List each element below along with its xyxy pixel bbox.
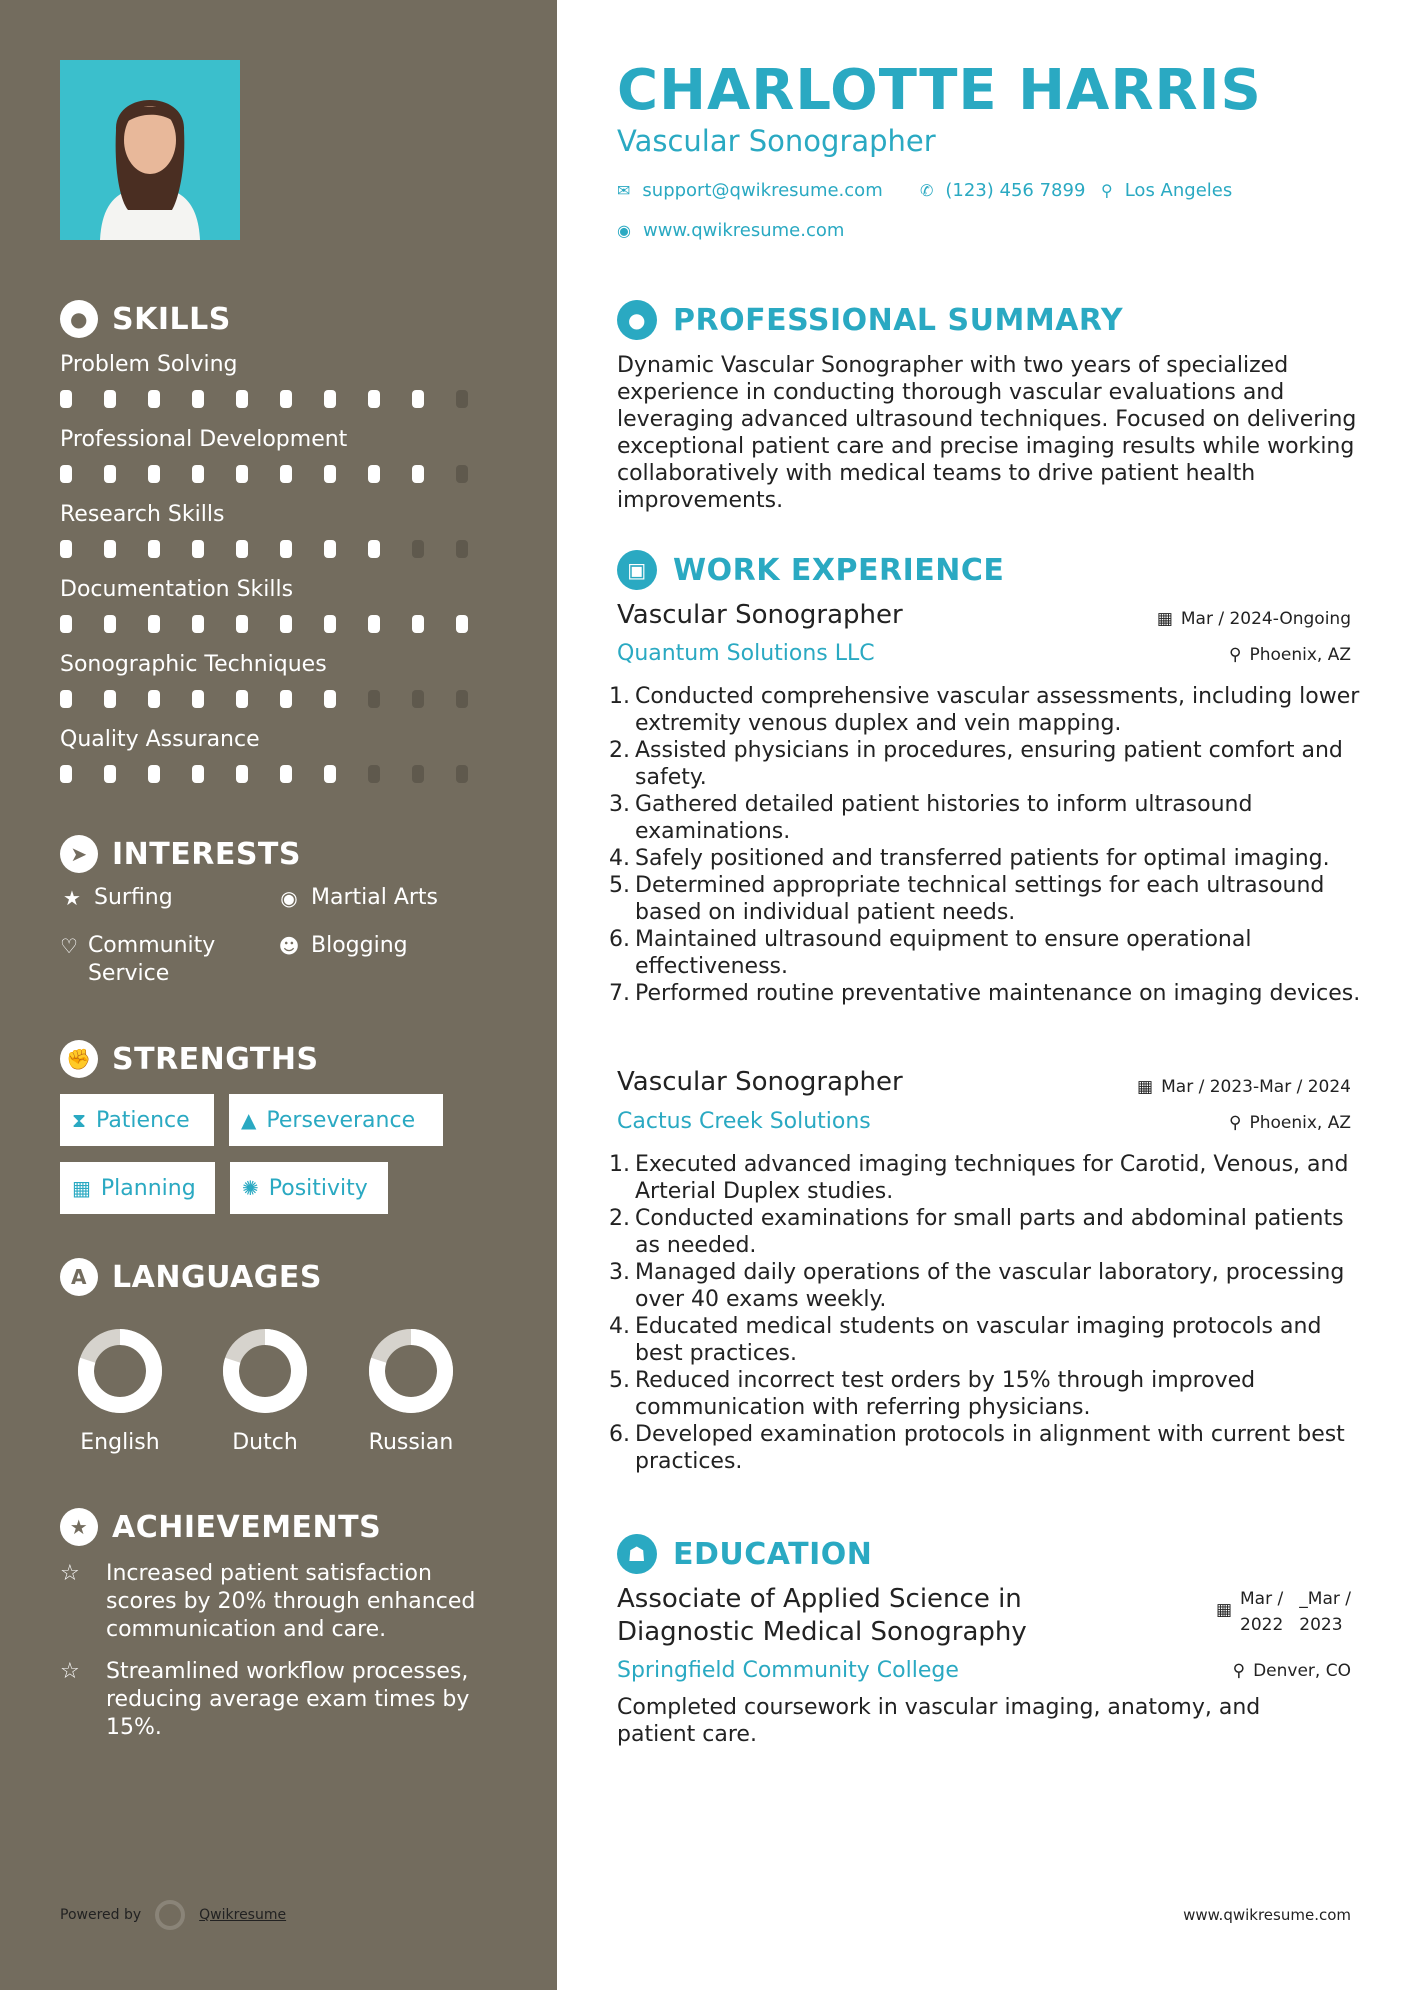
job-bullet: 4. Educated medical students on vascular imaging protocols and best practices. xyxy=(609,1314,1322,1366)
lightbulb-icon: ● xyxy=(60,300,98,338)
rating-dot xyxy=(60,765,72,783)
job-bullet: 1. Conducted comprehensive vascular assessments, including lower extremity venous duplex and vein mapping. xyxy=(609,684,1360,736)
rating-dot xyxy=(324,465,336,483)
summary-heading: ● PROFESSIONAL SUMMARY xyxy=(617,300,1123,340)
rating-dot xyxy=(236,765,248,783)
shooting-star-icon: ☆ xyxy=(60,1659,80,1684)
job-bullet: 4. Safely positioned and transferred patients for optimal imaging. xyxy=(609,846,1330,871)
main-content xyxy=(557,0,1407,1990)
language-item xyxy=(205,1326,325,1455)
job-dates: ▦ Mar / 2024-Ongoing xyxy=(1156,609,1351,629)
rating-dot xyxy=(192,540,204,558)
education-dates: ▦ Mar / 2022 _Mar / 2023 xyxy=(1215,1589,1351,1635)
bullet-number: 3. xyxy=(609,1260,630,1285)
rating-dot xyxy=(412,540,424,558)
rating-dot xyxy=(192,465,204,483)
rating-dot xyxy=(280,540,292,558)
person-portrait-icon xyxy=(60,60,240,240)
language-item xyxy=(60,1326,180,1455)
bullet-number: 5. xyxy=(609,1368,630,1393)
rating-dot xyxy=(368,390,380,408)
job-location: ⚲ Phoenix, AZ xyxy=(1229,645,1351,665)
language-label: English xyxy=(80,1430,160,1455)
strengths-heading: ✊ STRENGTHS xyxy=(60,1040,319,1078)
job-bullet: 1. Executed advanced imaging techniques for Carotid, Venous, and Arterial Duplex studies. xyxy=(609,1152,1349,1204)
phone-icon: ✆ xyxy=(920,181,934,200)
bullet-number: 2. xyxy=(609,738,630,763)
rating-dot xyxy=(324,690,336,708)
rating-dot xyxy=(104,690,116,708)
qwikresume-logo-icon xyxy=(155,1900,185,1930)
strength-chip: ✺ Positivity xyxy=(230,1162,388,1214)
briefcase-icon: ▣ xyxy=(617,550,657,590)
rating-dot xyxy=(324,390,336,408)
contact-website[interactable]: ◉ www.qwikresume.com xyxy=(617,220,845,241)
rating-dot xyxy=(456,465,468,483)
job-bullet: 5. Reduced incorrect test orders by 15% through improved communication with referring physicians. xyxy=(609,1368,1256,1420)
skills-heading: ● SKILLS xyxy=(60,300,231,338)
globe-icon: ◉ xyxy=(280,886,298,910)
rating-dot xyxy=(456,615,468,633)
bullet-number: 1. xyxy=(609,684,630,709)
strength-chip: ▦ Planning xyxy=(60,1162,215,1214)
candidate-title: Vascular Sonographer xyxy=(617,124,936,158)
skill-name: Sonographic Techniques xyxy=(60,652,327,677)
skill-name: Professional Development xyxy=(60,427,348,452)
job-bullet: 2. Conducted examinations for small parts and abdominal patients as needed. xyxy=(609,1206,1344,1258)
fist-icon: ✊ xyxy=(60,1040,98,1078)
interest-item: ♡ Community Service xyxy=(60,933,216,986)
bullet-number: 3. xyxy=(609,792,630,817)
rating-dot xyxy=(412,390,424,408)
rating-dot xyxy=(280,465,292,483)
rating-dot xyxy=(280,765,292,783)
bullet-number: 5. xyxy=(609,873,630,898)
rating-dot xyxy=(104,540,116,558)
job-title: Vascular Sonographer xyxy=(617,600,903,630)
education-heading: ☗ EDUCATION xyxy=(617,1534,872,1574)
footer-url[interactable]: www.qwikresume.com xyxy=(1183,1906,1351,1924)
skill-rating xyxy=(60,390,500,408)
calendar-icon: ▦ xyxy=(1156,609,1173,629)
bullet-number: 7. xyxy=(609,981,630,1006)
rating-dot xyxy=(104,765,116,783)
degree-line: Diagnostic Medical Sonography xyxy=(617,1617,1027,1647)
calendar-icon: ▦ xyxy=(1137,1077,1154,1097)
rating-dot xyxy=(60,465,72,483)
rating-dot xyxy=(324,540,336,558)
education-location: ⚲ Denver, CO xyxy=(1232,1661,1351,1681)
degree-line: Associate of Applied Science in xyxy=(617,1584,1022,1614)
interest-item: ☻ Blogging xyxy=(278,933,408,958)
rating-dot xyxy=(104,390,116,408)
bullet-number: 4. xyxy=(609,846,630,871)
summary-text: Dynamic Vascular Sonographer with two years of specialized experience in conducting thorough vascular evaluations and leveraging advanced ultrasound techniques. Focused on delivering exceptional patient care and precise imaging results while working collaboratively with medical teams to drive patient health improvements. xyxy=(617,353,1357,513)
bullet-number: 2. xyxy=(609,1206,630,1231)
sidebar xyxy=(0,0,557,1990)
rating-dot xyxy=(412,765,424,783)
interests-heading: ➤ INTERESTS xyxy=(60,835,301,873)
pin-icon: ⚲ xyxy=(1229,645,1242,665)
skill-item xyxy=(60,500,500,558)
trophy-star-icon: ★ xyxy=(60,1508,98,1546)
translate-icon: A xyxy=(60,1258,98,1296)
shooting-star-icon: ☆ xyxy=(60,1561,80,1586)
users-icon: ☻ xyxy=(278,934,300,958)
job-bullet: 2. Assisted physicians in procedures, ensuring patient comfort and safety. xyxy=(609,738,1343,790)
rating-dot xyxy=(192,765,204,783)
profile-photo xyxy=(60,60,240,240)
skill-item xyxy=(60,575,500,633)
languages-heading: A LANGUAGES xyxy=(60,1258,322,1296)
rating-dot xyxy=(192,390,204,408)
bullet-number: 4. xyxy=(609,1314,630,1339)
achievement-item: ☆ Streamlined workflow processes, reducing average exam times by 15%. xyxy=(60,1659,470,1740)
rating-dot xyxy=(324,615,336,633)
job-bullet: 3. Managed daily operations of the vascular laboratory, processing over 40 exams weekly. xyxy=(609,1260,1345,1312)
interest-item: ◉ Martial Arts xyxy=(277,884,438,912)
rating-dot xyxy=(192,615,204,633)
contact-phone[interactable]: ✆ (123) 456 7899 xyxy=(920,180,1086,201)
language-donut xyxy=(366,1326,456,1416)
rating-dot xyxy=(368,540,380,558)
rating-dot xyxy=(456,765,468,783)
job-company: Quantum Solutions LLC xyxy=(617,641,875,666)
strength-chip: ▲ Perseverance xyxy=(229,1094,443,1146)
skill-rating xyxy=(60,540,500,558)
paper-plane-icon: ➤ xyxy=(60,835,98,873)
job-bullet: 3. Gathered detailed patient histories to inform ultrasound examinations. xyxy=(609,792,1253,844)
school-name: Springfield Community College xyxy=(617,1658,959,1683)
qwikresume-link[interactable]: Qwikresume xyxy=(199,1907,287,1923)
rating-dot xyxy=(456,690,468,708)
rating-dot xyxy=(368,765,380,783)
job-title: Vascular Sonographer xyxy=(617,1067,903,1097)
rating-dot xyxy=(236,690,248,708)
contact-email[interactable]: ✉ support@qwikresume.com xyxy=(617,180,883,201)
calendar-icon: ▦ xyxy=(1215,1600,1233,1620)
rating-dot xyxy=(148,540,160,558)
rating-dot xyxy=(148,690,160,708)
language-label: Dutch xyxy=(232,1430,298,1455)
strength-chip: ⧗ Patience xyxy=(60,1094,214,1146)
envelope-icon: ✉ xyxy=(617,181,631,200)
skill-rating xyxy=(60,615,500,633)
language-item xyxy=(351,1326,471,1455)
achievements-heading: ★ ACHIEVEMENTS xyxy=(60,1508,381,1546)
rating-dot xyxy=(280,615,292,633)
rating-dot xyxy=(60,540,72,558)
rating-dot xyxy=(412,465,424,483)
map-pin-icon: ⚲ xyxy=(1101,181,1113,200)
graduate-icon: ☗ xyxy=(617,1534,657,1574)
skill-name: Documentation Skills xyxy=(60,577,294,602)
language-label: Russian xyxy=(368,1430,454,1455)
skill-rating xyxy=(60,690,500,708)
rating-dot xyxy=(456,540,468,558)
experience-heading: ▣ WORK EXPERIENCE xyxy=(617,550,1004,590)
star-icon: ★ xyxy=(63,886,81,910)
skill-name: Quality Assurance xyxy=(60,727,260,752)
rating-dot xyxy=(148,615,160,633)
job-bullet: 6. Maintained ultrasound equipment to ensure operational effectiveness. xyxy=(609,927,1252,979)
rating-dot xyxy=(104,615,116,633)
rating-dot xyxy=(280,690,292,708)
skill-name: Research Skills xyxy=(60,502,225,527)
rating-dot xyxy=(104,465,116,483)
bullet-number: 6. xyxy=(609,927,630,952)
rating-dot xyxy=(412,615,424,633)
skill-rating xyxy=(60,765,500,783)
rating-dot xyxy=(368,615,380,633)
skill-rating xyxy=(60,465,500,483)
rating-dot xyxy=(60,390,72,408)
skill-item xyxy=(60,725,500,783)
hourglass-icon: ⧗ xyxy=(72,1108,87,1132)
pin-icon: ⚲ xyxy=(1232,1661,1246,1681)
job-dates: ▦ Mar / 2023-Mar / 2024 xyxy=(1137,1077,1351,1097)
sun-icon: ✺ xyxy=(242,1176,259,1200)
job-bullet: 6. Developed examination protocols in alignment with current best practices. xyxy=(609,1422,1345,1474)
rating-dot xyxy=(236,615,248,633)
contact-location: ⚲ Los Angeles xyxy=(1101,180,1233,201)
rating-dot xyxy=(280,390,292,408)
interest-item: ★ Surfing xyxy=(60,884,173,912)
job-bullets xyxy=(609,683,1367,1007)
skill-item xyxy=(60,650,500,708)
rating-dot xyxy=(368,690,380,708)
calendar-icon: ▦ xyxy=(72,1176,91,1200)
rating-dot xyxy=(60,615,72,633)
education-text: Completed coursework in vascular imaging, anatomy, and patient care. xyxy=(617,1695,1261,1747)
job-bullets xyxy=(609,1151,1367,1475)
achievement-item: ☆ Increased patient satisfaction scores by 20% through enhanced communication and care. xyxy=(60,1561,476,1642)
rating-dot xyxy=(324,765,336,783)
job-company: Cactus Creek Solutions xyxy=(617,1109,871,1134)
rating-dot xyxy=(368,465,380,483)
rating-dot xyxy=(456,390,468,408)
bullet-number: 1. xyxy=(609,1152,630,1177)
heart-icon: ♡ xyxy=(60,934,78,958)
skill-item xyxy=(60,350,500,408)
rating-dot xyxy=(148,390,160,408)
user-icon: ● xyxy=(617,300,657,340)
candidate-name: CHARLOTTE HARRIS xyxy=(617,58,1262,123)
job-bullet: 7. Performed routine preventative maintenance on imaging devices. xyxy=(609,981,1361,1006)
rating-dot xyxy=(236,465,248,483)
skill-item xyxy=(60,425,500,483)
skill-name: Problem Solving xyxy=(60,352,238,377)
language-donut xyxy=(75,1326,165,1416)
job-bullet: 5. Determined appropriate technical settings for each ultrasound based on individual patient needs. xyxy=(609,873,1325,925)
rating-dot xyxy=(412,690,424,708)
rating-dot xyxy=(192,690,204,708)
powered-by: Powered by Qwikresume xyxy=(60,1900,286,1930)
rating-dot xyxy=(236,540,248,558)
rating-dot xyxy=(236,390,248,408)
language-donut xyxy=(220,1326,310,1416)
bullet-number: 6. xyxy=(609,1422,630,1447)
job-location: ⚲ Phoenix, AZ xyxy=(1229,1113,1351,1133)
rating-dot xyxy=(60,690,72,708)
pin-icon: ⚲ xyxy=(1229,1113,1242,1133)
rating-dot xyxy=(148,765,160,783)
globe-icon: ◉ xyxy=(617,221,631,240)
rating-dot xyxy=(148,465,160,483)
road-icon: ▲ xyxy=(241,1108,257,1132)
